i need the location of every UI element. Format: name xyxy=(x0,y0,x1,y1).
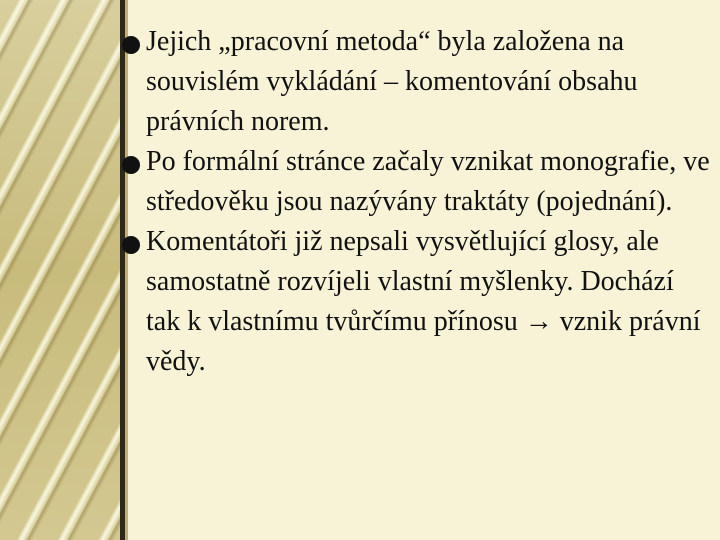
bullet-dot-icon xyxy=(122,36,140,54)
bullet-list xyxy=(112,22,712,382)
bullet-dot-icon xyxy=(122,156,140,174)
bullet-text: Po formální stránce začaly vznikat monografie, ve středověku jsou nazývány traktáty (pojednání). xyxy=(146,146,710,217)
bullet-item-1 xyxy=(112,22,712,142)
bullet-text: Komentátoři již nepsali vysvětlující glosy, ale samostatně rozvíjeli vlastní myšlenky. Dochází tak k vlastnímu tvůrčímu přínosu → vznik právní vědy. xyxy=(146,226,701,377)
bullet-item-3 xyxy=(112,222,712,382)
bullet-text: Jejich „pracovní metoda“ byla založena na souvislém vykládání – komentování obsahu právních norem. xyxy=(146,26,638,137)
bullet-item-2 xyxy=(112,142,712,222)
bullet-dot-icon xyxy=(122,236,140,254)
decorative-side-band xyxy=(0,0,120,540)
